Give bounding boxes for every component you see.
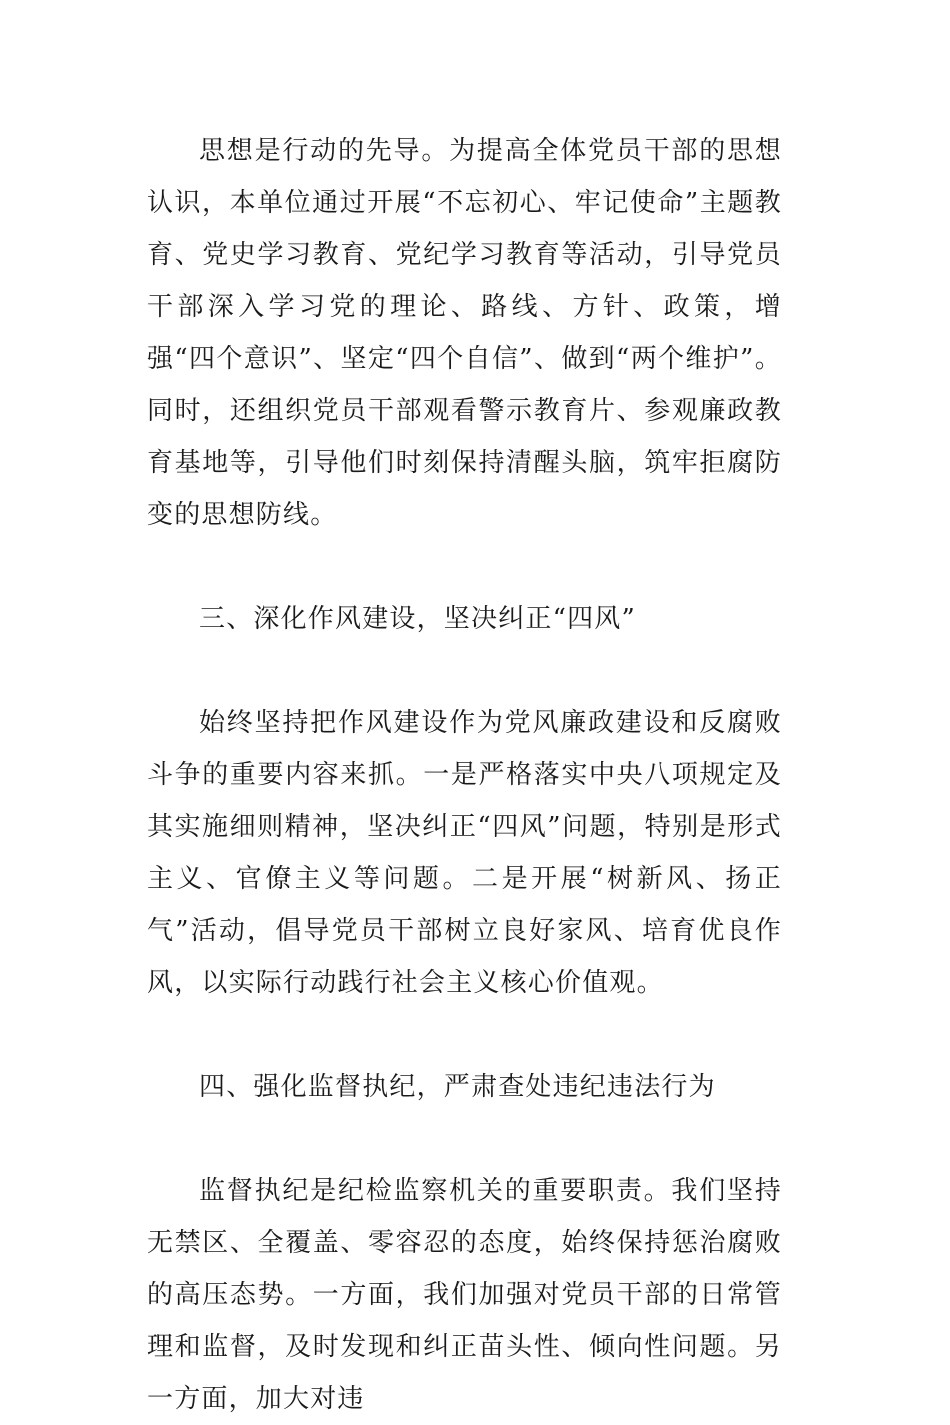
paragraph-spacer (147, 541, 782, 593)
paragraph-spacer (147, 645, 782, 697)
body-paragraph: 始终坚持把作风建设作为党风廉政建设和反腐败斗争的重要内容来抓。一是严格落实中央八项规定及其实施细则精神，坚决纠正“四风”问题，特别是形式主义、官僚主义等问题。二是开展“树新风、扬正气”活动，倡导党员干部树立良好家风、培育优良作风，以实际行动践行社会主义核心价值观。 (147, 708, 782, 998)
paragraph-spacer (147, 1113, 782, 1165)
body-paragraph: 监督执纪是纪检监察机关的重要职责。我们坚持无禁区、全覆盖、零容忍的态度，始终保持惩治腐败的高压态势。一方面，我们加强对党员干部的日常管理和监督，及时发现和纠正苗头性、倾向性问题。另一方面，加大对违 (147, 1176, 782, 1414)
body-paragraph: 思想是行动的先导。为提高全体党员干部的思想认识，本单位通过开展“不忘初心、牢记使命”主题教育、党史学习教育、党纪学习教育等活动，引导党员干部深入学习党的理论、路线、方针、政策，增强“四个意识”、坚定“四个自信”、做到“两个维护”。同时，还组织党员干部观看警示教育片、参观廉政教育基地等，引导他们时刻保持清醒头脑，筑牢拒腐防变的思想防线。 (147, 136, 782, 530)
document-body (147, 125, 782, 1425)
paragraph-spacer (147, 1009, 782, 1061)
section-heading: 三、深化作风建设，坚决纠正“四风” (199, 604, 636, 634)
section-heading: 四、强化监督执纪，严肃查处违纪违法行为 (199, 1072, 716, 1102)
